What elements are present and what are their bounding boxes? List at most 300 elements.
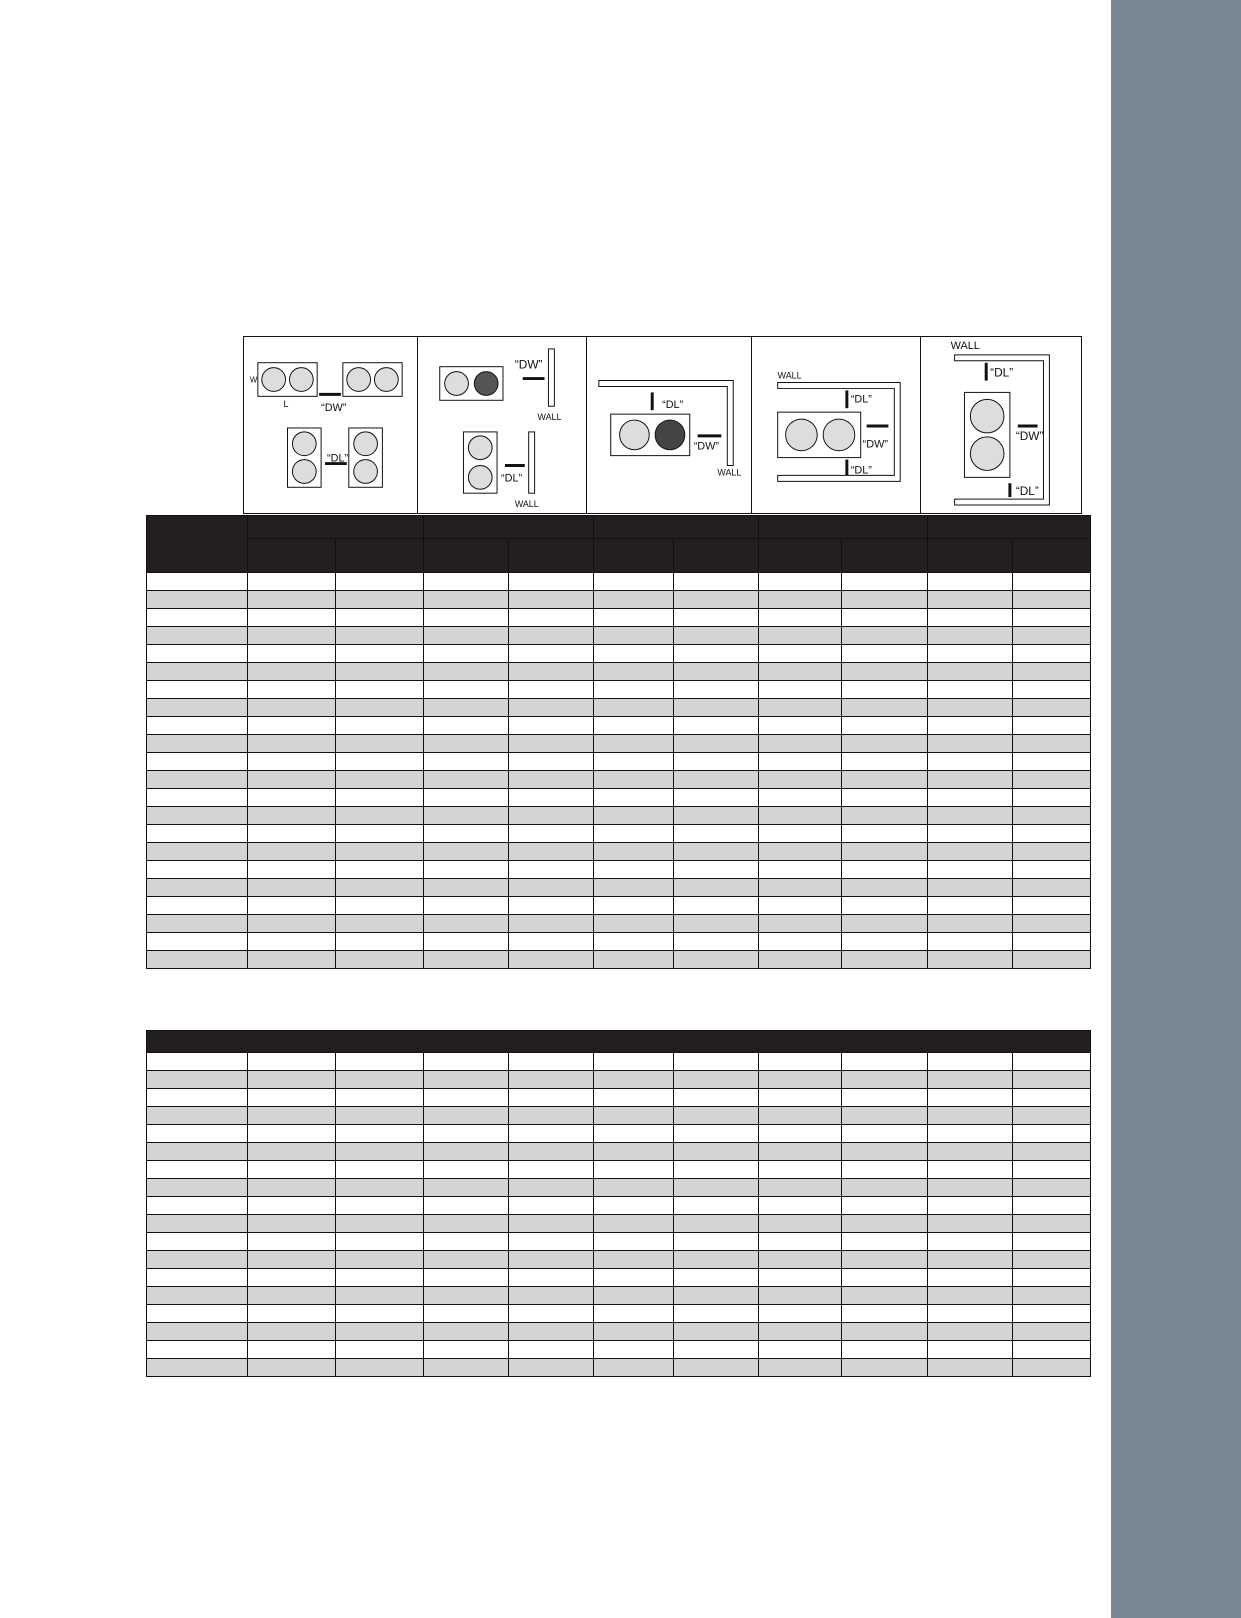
table-cell <box>509 1197 594 1215</box>
table-cell <box>336 861 424 879</box>
table-cell <box>424 1197 509 1215</box>
table-cell <box>336 609 424 627</box>
table-cell <box>594 1197 674 1215</box>
row-label-cell <box>147 609 248 627</box>
table-cell <box>1013 1359 1091 1377</box>
table-cell <box>759 1233 842 1251</box>
table-row <box>147 663 1091 681</box>
header-subcolumn <box>509 539 594 573</box>
table-cell <box>1013 1089 1091 1107</box>
table-cell <box>759 1251 842 1269</box>
table-cell <box>928 1215 1013 1233</box>
table-cell <box>248 825 336 843</box>
diagram-unit-to-unit <box>243 336 418 514</box>
table-cell <box>594 591 674 609</box>
table-cell <box>248 1215 336 1233</box>
table-cell <box>248 1143 336 1161</box>
table-cell <box>424 1269 509 1287</box>
table-row <box>147 1359 1091 1377</box>
table-cell <box>336 681 424 699</box>
table-cell <box>928 1071 1013 1089</box>
row-label-cell <box>147 861 248 879</box>
table-cell <box>842 663 928 681</box>
table-cell <box>674 1179 759 1197</box>
table-cell <box>1013 1107 1091 1125</box>
table-cell <box>1013 681 1091 699</box>
table-cell <box>759 843 842 861</box>
table-cell <box>336 1107 424 1125</box>
table-cell <box>424 609 509 627</box>
table-cell <box>509 807 594 825</box>
table-row <box>147 753 1091 771</box>
table-cell <box>336 573 424 591</box>
table-cell <box>759 879 842 897</box>
table-cell <box>674 1359 759 1377</box>
table-cell <box>674 861 759 879</box>
table-row <box>147 699 1091 717</box>
table-cell <box>509 1053 594 1071</box>
table-cell <box>336 1053 424 1071</box>
table-header-subcolumns <box>147 539 1091 573</box>
table-cell <box>594 771 674 789</box>
table-cell <box>1013 1125 1091 1143</box>
table-cell <box>509 699 594 717</box>
table-cell <box>842 951 928 969</box>
table-cell <box>928 915 1013 933</box>
table-row <box>147 1071 1091 1089</box>
table-cell <box>1013 897 1091 915</box>
table-cell <box>674 699 759 717</box>
table-cell <box>674 1161 759 1179</box>
table-row <box>147 771 1091 789</box>
table-cell <box>759 609 842 627</box>
table-cell <box>509 861 594 879</box>
row-label-cell <box>147 879 248 897</box>
table-cell <box>594 1125 674 1143</box>
table-row <box>147 879 1091 897</box>
row-label-cell <box>147 1215 248 1233</box>
table-cell <box>759 699 842 717</box>
table-row <box>147 861 1091 879</box>
table-1-body <box>147 573 1091 969</box>
row-label-cell <box>147 735 248 753</box>
table-cell <box>248 807 336 825</box>
table-cell <box>928 897 1013 915</box>
table-cell <box>424 645 509 663</box>
table-cell <box>424 1215 509 1233</box>
row-label-cell <box>147 1053 248 1071</box>
table-cell <box>509 1161 594 1179</box>
table-cell <box>928 1305 1013 1323</box>
table-cell <box>842 591 928 609</box>
table-cell <box>248 753 336 771</box>
table-cell <box>594 843 674 861</box>
table-cell <box>424 681 509 699</box>
table-row <box>147 933 1091 951</box>
table-cell <box>1013 1071 1091 1089</box>
table-cell <box>509 1359 594 1377</box>
table-cell <box>674 1233 759 1251</box>
table-row <box>147 1251 1091 1269</box>
table-cell <box>248 843 336 861</box>
side-color-band <box>1111 0 1241 1618</box>
table-cell <box>509 825 594 843</box>
table-cell <box>509 879 594 897</box>
table-cell <box>842 1125 928 1143</box>
table-cell <box>759 825 842 843</box>
table-cell <box>336 1197 424 1215</box>
row-label-cell <box>147 1305 248 1323</box>
table-2-header-band <box>147 1031 1091 1053</box>
table-cell <box>928 771 1013 789</box>
table-cell <box>928 1233 1013 1251</box>
table-row <box>147 897 1091 915</box>
header-subcolumn <box>759 539 842 573</box>
table-cell <box>842 915 928 933</box>
table-cell <box>674 1071 759 1089</box>
table-cell <box>842 645 928 663</box>
table-cell <box>509 1179 594 1197</box>
table-cell <box>842 1053 928 1071</box>
table-row <box>147 573 1091 591</box>
table-cell <box>1013 861 1091 879</box>
table-cell <box>1013 1197 1091 1215</box>
table-row <box>147 843 1091 861</box>
table-cell <box>928 1161 1013 1179</box>
table-cell <box>759 1197 842 1215</box>
dl-label: “DL” <box>501 472 523 485</box>
table-row <box>147 807 1091 825</box>
table-cell <box>842 1323 928 1341</box>
table-cell <box>842 897 928 915</box>
table-cell <box>336 843 424 861</box>
table-cell <box>509 1125 594 1143</box>
table-cell <box>842 699 928 717</box>
table-row <box>147 951 1091 969</box>
table-cell <box>248 1179 336 1197</box>
table-cell <box>759 1305 842 1323</box>
table-cell <box>248 717 336 735</box>
table-cell <box>509 1323 594 1341</box>
table-cell <box>1013 951 1091 969</box>
table-cell <box>759 807 842 825</box>
table-cell <box>424 735 509 753</box>
row-label-cell <box>147 933 248 951</box>
table-cell <box>1013 1323 1091 1341</box>
table-cell <box>928 735 1013 753</box>
table-cell <box>336 735 424 753</box>
table-cell <box>336 915 424 933</box>
table-row <box>147 1323 1091 1341</box>
table-cell <box>594 825 674 843</box>
table-cell <box>336 627 424 645</box>
table-cell <box>594 897 674 915</box>
table-cell <box>424 699 509 717</box>
table-cell <box>424 1143 509 1161</box>
table-cell <box>928 1269 1013 1287</box>
table-cell <box>842 681 928 699</box>
header-subcolumn <box>1013 539 1091 573</box>
table-cell <box>509 1089 594 1107</box>
table-cell <box>674 681 759 699</box>
table-cell <box>336 663 424 681</box>
table-cell <box>336 1251 424 1269</box>
table-cell <box>928 1197 1013 1215</box>
table-cell <box>1013 879 1091 897</box>
table-cell <box>594 681 674 699</box>
table-cell <box>842 1233 928 1251</box>
table-cell <box>424 591 509 609</box>
table-cell <box>509 843 594 861</box>
header-group <box>928 516 1091 539</box>
table-cell <box>1013 1269 1091 1287</box>
dl-label-top: “DL” <box>850 393 872 406</box>
table-cell <box>1013 1053 1091 1071</box>
table-cell <box>928 573 1013 591</box>
table-cell <box>594 663 674 681</box>
table-cell <box>594 1107 674 1125</box>
table-cell <box>759 681 842 699</box>
table-cell <box>674 897 759 915</box>
table-row <box>147 717 1091 735</box>
row-label-cell <box>147 1161 248 1179</box>
header-group <box>424 516 594 539</box>
row-label-cell <box>147 663 248 681</box>
table-cell <box>248 1053 336 1071</box>
diagram-unit-to-wall <box>417 336 587 514</box>
table-cell <box>509 1233 594 1251</box>
table-row <box>147 1269 1091 1287</box>
table-cell <box>594 879 674 897</box>
table-cell <box>424 933 509 951</box>
table-cell <box>248 1197 336 1215</box>
clearance-table-1 <box>146 515 1091 969</box>
table-cell <box>759 951 842 969</box>
header-model-cell <box>147 516 248 573</box>
table-cell <box>842 1359 928 1377</box>
table-cell <box>1013 609 1091 627</box>
row-label-cell <box>147 1269 248 1287</box>
header-subcolumn <box>424 539 509 573</box>
table-cell <box>1013 627 1091 645</box>
header-subcolumn <box>336 539 424 573</box>
table-cell <box>1013 735 1091 753</box>
dl-label: “DL” <box>662 399 684 412</box>
table-cell <box>336 789 424 807</box>
clearance-table-2 <box>146 1030 1091 1377</box>
table-cell <box>336 753 424 771</box>
table-cell <box>424 573 509 591</box>
corner-wall-illustration <box>587 337 751 513</box>
table-row <box>147 627 1091 645</box>
table-cell <box>424 1341 509 1359</box>
header-group <box>248 516 424 539</box>
table-cell <box>1013 1215 1091 1233</box>
table-cell <box>928 861 1013 879</box>
dl-label-bottom: “DL” <box>1015 484 1039 499</box>
table-cell <box>424 897 509 915</box>
table-cell <box>424 1251 509 1269</box>
table-cell <box>842 1305 928 1323</box>
table-cell <box>424 915 509 933</box>
table-cell <box>594 933 674 951</box>
header-subcolumn <box>594 539 674 573</box>
table-cell <box>424 1179 509 1197</box>
table-cell <box>674 1305 759 1323</box>
table-row <box>147 1125 1091 1143</box>
table-cell <box>928 1089 1013 1107</box>
table-cell <box>509 1251 594 1269</box>
table-2-header-cell <box>147 1031 1091 1053</box>
diagram-corner-wall <box>586 336 752 514</box>
row-label-cell <box>147 573 248 591</box>
table-cell <box>1013 933 1091 951</box>
row-label-cell <box>147 915 248 933</box>
table-cell <box>674 1341 759 1359</box>
table-cell <box>594 1341 674 1359</box>
table-cell <box>336 1233 424 1251</box>
table-cell <box>759 1287 842 1305</box>
table-cell <box>1013 807 1091 825</box>
row-label-cell <box>147 681 248 699</box>
table-row <box>147 1197 1091 1215</box>
table-cell <box>842 825 928 843</box>
table-cell <box>248 1359 336 1377</box>
wall-label-2: WALL <box>514 499 539 510</box>
table-cell <box>424 843 509 861</box>
table-cell <box>424 861 509 879</box>
table-cell <box>842 753 928 771</box>
table-cell <box>594 753 674 771</box>
table-cell <box>336 1125 424 1143</box>
table-cell <box>336 591 424 609</box>
table-cell <box>424 879 509 897</box>
table-cell <box>1013 825 1091 843</box>
wall-label: WALL <box>717 467 742 478</box>
table-cell <box>336 951 424 969</box>
table-cell <box>509 1071 594 1089</box>
table-cell <box>759 915 842 933</box>
table-cell <box>759 1071 842 1089</box>
table-cell <box>759 717 842 735</box>
table-cell <box>509 735 594 753</box>
table-cell <box>1013 1233 1091 1251</box>
table-cell <box>842 1143 928 1161</box>
table-cell <box>424 1359 509 1377</box>
table-cell <box>759 1269 842 1287</box>
row-label-cell <box>147 753 248 771</box>
table-cell <box>594 735 674 753</box>
table-cell <box>1013 699 1091 717</box>
table-cell <box>1013 753 1091 771</box>
table-cell <box>759 897 842 915</box>
table-cell <box>1013 591 1091 609</box>
l-label: L <box>283 399 289 410</box>
table-cell <box>424 1287 509 1305</box>
table-row <box>147 1053 1091 1071</box>
table-cell <box>759 1089 842 1107</box>
table-cell <box>928 843 1013 861</box>
wall-label: WALL <box>950 339 980 352</box>
table-cell <box>509 933 594 951</box>
table-cell <box>336 1341 424 1359</box>
table-cell <box>674 735 759 753</box>
table-cell <box>928 1107 1013 1125</box>
table-cell <box>594 951 674 969</box>
table-cell <box>509 717 594 735</box>
row-label-cell <box>147 1323 248 1341</box>
table-cell <box>928 1143 1013 1161</box>
table-cell <box>248 1089 336 1107</box>
table-row <box>147 1179 1091 1197</box>
dl-label-bottom: “DL” <box>850 464 872 477</box>
table-cell <box>594 609 674 627</box>
table-cell <box>759 591 842 609</box>
table-cell <box>248 861 336 879</box>
table-row <box>147 681 1091 699</box>
table-cell <box>594 1251 674 1269</box>
table-cell <box>928 1323 1013 1341</box>
table-cell <box>248 879 336 897</box>
table-cell <box>674 933 759 951</box>
table-cell <box>509 663 594 681</box>
table-cell <box>928 663 1013 681</box>
table-cell <box>248 1233 336 1251</box>
table-cell <box>594 1287 674 1305</box>
table-cell <box>842 1179 928 1197</box>
table-cell <box>336 1287 424 1305</box>
table-cell <box>928 645 1013 663</box>
table-cell <box>928 717 1013 735</box>
table-cell <box>674 573 759 591</box>
table-cell <box>1013 915 1091 933</box>
table-cell <box>759 1179 842 1197</box>
table-cell <box>928 1179 1013 1197</box>
row-label-cell <box>147 789 248 807</box>
table-cell <box>759 573 842 591</box>
table-cell <box>842 1107 928 1125</box>
table-cell <box>1013 1341 1091 1359</box>
table-cell <box>336 807 424 825</box>
table-cell <box>842 1341 928 1359</box>
table-cell <box>509 897 594 915</box>
table-cell <box>248 591 336 609</box>
table-cell <box>928 951 1013 969</box>
table-cell <box>1013 843 1091 861</box>
table-cell <box>248 1287 336 1305</box>
table-cell <box>674 1269 759 1287</box>
table-cell <box>674 1125 759 1143</box>
table-cell <box>1013 1161 1091 1179</box>
table-row <box>147 915 1091 933</box>
table-cell <box>759 1341 842 1359</box>
header-subcolumn <box>928 539 1013 573</box>
table-cell <box>674 591 759 609</box>
table-cell <box>674 753 759 771</box>
table-cell <box>674 951 759 969</box>
table-cell <box>928 627 1013 645</box>
row-label-cell <box>147 771 248 789</box>
table-cell <box>248 609 336 627</box>
table-cell <box>509 627 594 645</box>
table-cell <box>928 609 1013 627</box>
table-cell <box>759 1125 842 1143</box>
table-cell <box>759 1053 842 1071</box>
table-cell <box>509 609 594 627</box>
table-cell <box>594 1359 674 1377</box>
table-row <box>147 789 1091 807</box>
table-cell <box>248 915 336 933</box>
